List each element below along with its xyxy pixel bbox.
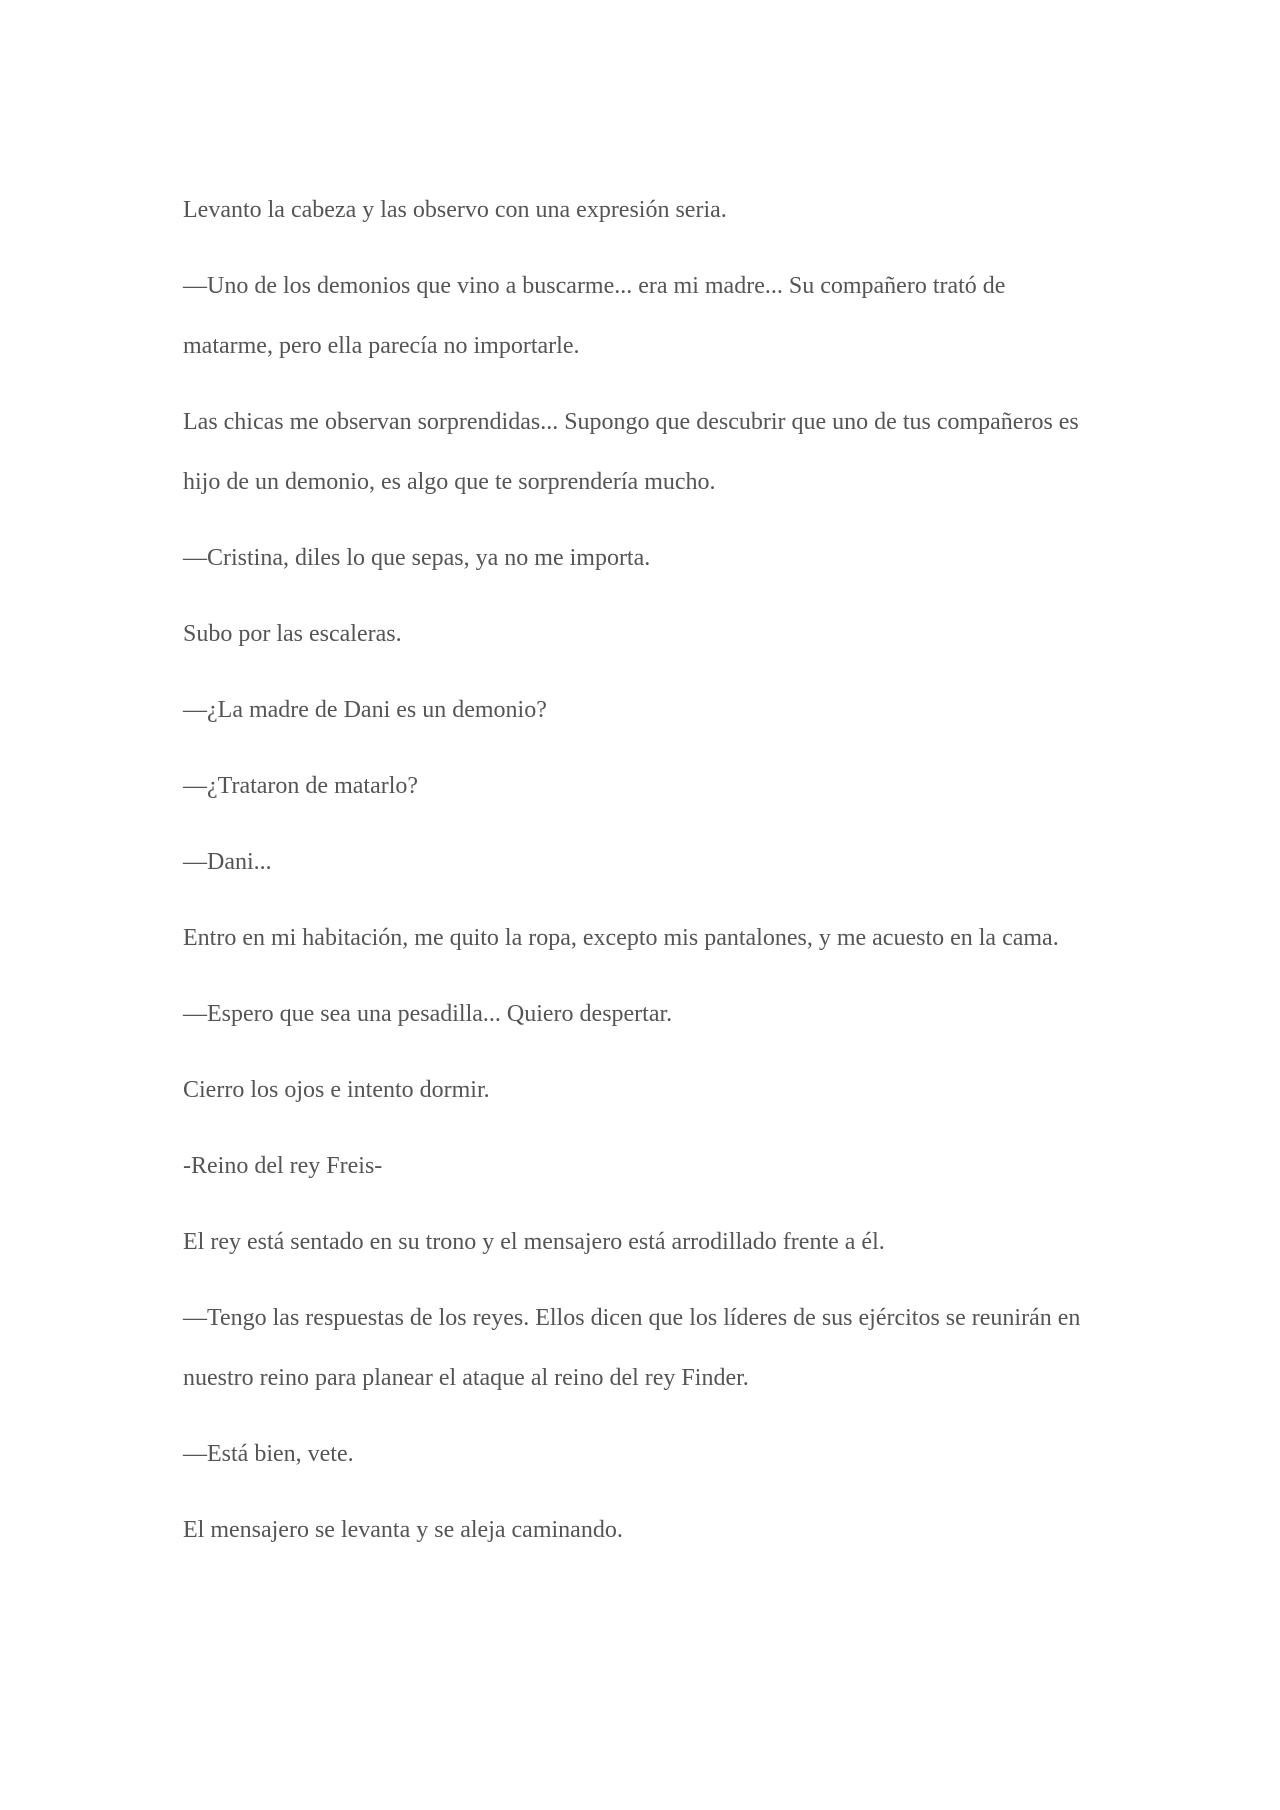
paragraph: —¿Trataron de matarlo? [183, 773, 419, 799]
paragraph: —Espero que sea una pesadilla... Quiero despertar. [183, 1001, 673, 1027]
paragraph: —Tengo las respuestas de los reyes. Ellos dicen que los líderes de sus ejércitos se reunirán en nuestro reino para planear el ataque al reino del rey Finder. [183, 1305, 1081, 1391]
paragraph: —Dani... [183, 849, 272, 875]
paragraph: —Cristina, diles lo que sepas, ya no me importa. [183, 545, 651, 571]
paragraph: Subo por las escaleras. [183, 621, 402, 647]
paragraph: Las chicas me observan sorprendidas... Supongo que descubrir que uno de tus compañeros es hijo de un demonio, es algo que te sorprendería mucho. [183, 409, 1079, 495]
section-heading: -Reino del rey Freis- [183, 1153, 383, 1179]
paragraph: —Está bien, vete. [183, 1441, 354, 1467]
paragraph: Cierro los ojos e intento dormir. [183, 1077, 490, 1103]
paragraph: —Uno de los demonios que vino a buscarme... era mi madre... Su compañero trató de matarme, pero ella parecía no importarle. [183, 273, 1006, 359]
paragraph: Levanto la cabeza y las observo con una expresión seria. [183, 197, 727, 223]
document-body [183, 180, 1083, 1576]
paragraph: —¿La madre de Dani es un demonio? [183, 697, 547, 723]
paragraph: El rey está sentado en su trono y el mensajero está arrodillado frente a él. [183, 1229, 885, 1255]
paragraph: El mensajero se levanta y se aleja caminando. [183, 1517, 623, 1543]
paragraph: Entro en mi habitación, me quito la ropa, excepto mis pantalones, y me acuesto en la cama. [183, 925, 1059, 951]
